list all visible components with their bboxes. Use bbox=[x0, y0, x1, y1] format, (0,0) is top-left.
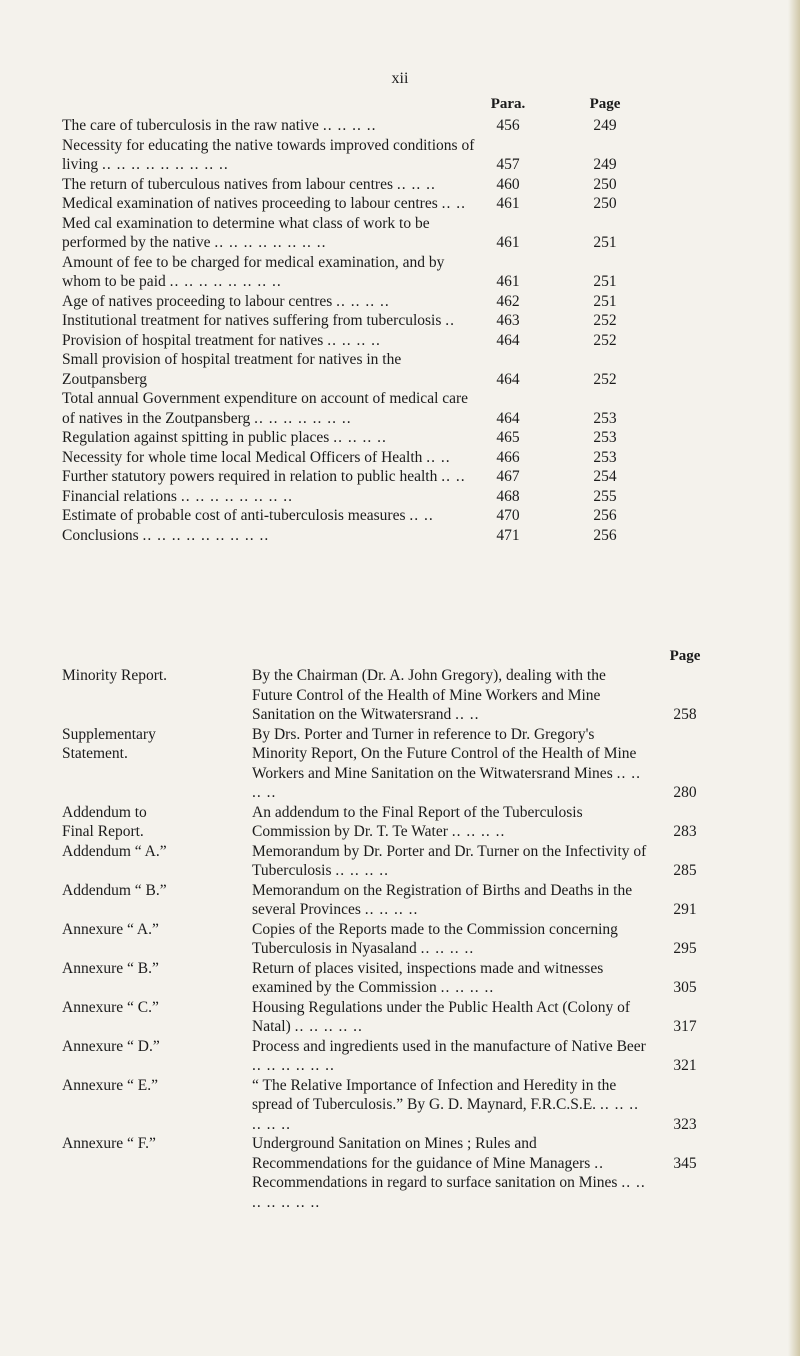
annex-label: Minority Report. bbox=[62, 667, 168, 684]
annex-page-number: 258 bbox=[673, 706, 697, 723]
para-number: 460 bbox=[496, 175, 520, 193]
annex-page-number: 317 bbox=[673, 1018, 697, 1035]
annex-page-number: 295 bbox=[673, 940, 697, 957]
annex-description: Memorandum on the Registration of Births and Deaths in the several Provinces bbox=[252, 881, 633, 918]
annex-page-header bbox=[62, 648, 742, 666]
para-number: 456 bbox=[496, 117, 520, 134]
contents-entry-text: Total annual Government expenditure on account of medical care of natives in the Zoutpansberg bbox=[62, 390, 469, 427]
leader-dots: .. .. .. .. .. .. .. bbox=[252, 1174, 646, 1211]
annex-label: Addendum “ A.” bbox=[62, 842, 167, 860]
contents-entry-text: Med cal examination to determine what class of work to be performed by the native bbox=[62, 214, 430, 251]
contents-entry-text: Financial relations bbox=[62, 487, 177, 505]
para-number: 468 bbox=[496, 487, 520, 505]
para-number: 461 bbox=[496, 273, 520, 290]
contents-row bbox=[62, 292, 742, 312]
annex-label: Annexure “ C.” bbox=[62, 998, 159, 1016]
leader-dots: .. .. .. .. bbox=[327, 331, 381, 349]
annex-page-number: 321 bbox=[673, 1057, 697, 1074]
page-number-cell: 250 bbox=[593, 195, 617, 212]
contents-row bbox=[62, 214, 742, 253]
annex-page-number: 345 bbox=[673, 1154, 697, 1172]
para-number: 470 bbox=[496, 507, 520, 524]
leader-dots: .. .. .. .. bbox=[322, 117, 377, 134]
annex-description: Return of places visited, inspections made and witnesses examined by the Commission bbox=[252, 959, 604, 996]
leader-dots: .. .. .. .. .. .. bbox=[252, 1057, 335, 1074]
para-number: 466 bbox=[496, 448, 520, 466]
contents-row bbox=[62, 448, 742, 468]
annex-entry bbox=[62, 803, 742, 842]
page-number-cell: 252 bbox=[593, 312, 617, 329]
annex-description: By Drs. Porter and Turner in reference to Dr. Gregory's Minority Report, On the Future Control of the Health of Mine Workers and Mine Sanitation on the Witwatersrand Mines bbox=[252, 725, 637, 782]
leader-dots: .. .. bbox=[426, 448, 451, 466]
annex-rows bbox=[62, 666, 742, 1212]
contents-row bbox=[62, 428, 742, 448]
annex-description: An addendum to the Final Report of the Tuberculosis Commission by Dr. T. Te Water bbox=[252, 803, 583, 840]
annex-entry bbox=[62, 666, 742, 725]
para-column-header: Para. bbox=[490, 96, 526, 112]
leader-dots: .. .. bbox=[441, 468, 466, 485]
contents-entry-text: Small provision of hospital treatment for natives in the Zoutpansberg bbox=[62, 351, 402, 388]
page-number-cell: 252 bbox=[593, 370, 617, 388]
para-number: 471 bbox=[496, 526, 520, 544]
annex-entry bbox=[62, 881, 742, 920]
para-number: 463 bbox=[496, 312, 520, 329]
annex-label: Annexure “ F.” bbox=[62, 1135, 156, 1152]
annex-description: Process and ingredients used in the manufacture of Native Beer bbox=[252, 1037, 646, 1055]
leader-dots: .. .. .. .. .. .. bbox=[252, 1096, 639, 1133]
contents-row bbox=[62, 389, 742, 428]
annex-page-column-header: Page bbox=[669, 648, 701, 664]
leader-dots: .. .. .. .. bbox=[335, 862, 390, 879]
annex-entry bbox=[62, 725, 742, 803]
annex-page-number: 291 bbox=[673, 901, 697, 918]
contents-entry-text: Institutional treatment for natives suffering from tuberculosis bbox=[62, 312, 442, 329]
page-number-cell: 249 bbox=[593, 156, 617, 173]
contents-row bbox=[62, 194, 742, 214]
contents-row bbox=[62, 175, 742, 195]
contents-entry-text: Estimate of probable cost of anti-tuberculosis measures bbox=[62, 507, 406, 524]
contents-entry-text: Conclusions bbox=[62, 526, 139, 544]
leader-dots: .. .. bbox=[409, 507, 434, 524]
contents-entry-text: The return of tuberculous natives from labour centres bbox=[62, 175, 393, 193]
para-number: 464 bbox=[496, 331, 520, 349]
leader-dots: .. .. .. .. bbox=[440, 979, 495, 996]
page-number-cell: 249 bbox=[593, 117, 617, 134]
annex-description: “ The Relative Importance of Infection and Heredity in the spread of Tuberculosis.” By G. D. Maynard, F.R.C.S.E. bbox=[252, 1076, 617, 1113]
leader-dots: .. .. .. .. .. .. .. .. bbox=[180, 487, 293, 505]
annex-entry bbox=[62, 1076, 742, 1135]
leader-dots: .. .. .. .. bbox=[252, 764, 641, 801]
para-number: 465 bbox=[496, 429, 520, 446]
para-number: 467 bbox=[496, 468, 520, 485]
annex-entry bbox=[62, 1037, 742, 1076]
page-number-cell: 252 bbox=[593, 331, 617, 349]
page-number-cell: 253 bbox=[593, 448, 617, 466]
leader-dots: .. .. .. .. .. bbox=[294, 1018, 363, 1035]
para-number: 462 bbox=[496, 292, 520, 310]
page-number-cell: 250 bbox=[593, 175, 617, 193]
annex-label: Annexure “ B.” bbox=[62, 959, 159, 977]
contents-row bbox=[62, 331, 742, 351]
annex-page-number: 280 bbox=[673, 784, 697, 801]
contents-row bbox=[62, 526, 742, 546]
page-number-cell: 251 bbox=[593, 273, 617, 290]
contents-entry-text: Medical examination of natives proceeding to labour centres bbox=[62, 195, 438, 212]
page-number-cell: 256 bbox=[593, 526, 617, 544]
page-edge-shadow bbox=[788, 0, 800, 1356]
annex-description: By the Chairman (Dr. A. John Gregory), dealing with the Future Control of the Health of Mine Workers and Mine Sanitation on the Witwatersrand bbox=[252, 667, 606, 723]
leader-dots: .. .. .. .. bbox=[336, 292, 390, 310]
contents-entry-text: Provision of hospital treatment for natives bbox=[62, 331, 324, 349]
para-number: 457 bbox=[496, 156, 520, 173]
contents-row bbox=[62, 136, 742, 175]
annex-label: Addendum “ B.” bbox=[62, 881, 167, 899]
leader-dots: .. .. .. .. bbox=[333, 429, 387, 446]
annex-entry bbox=[62, 959, 742, 998]
page-number-cell: 251 bbox=[593, 292, 617, 310]
page-number-cell: 253 bbox=[593, 429, 617, 446]
contents-entry-text: Further statutory powers required in relation to public health bbox=[62, 468, 438, 485]
annex-page-number: 323 bbox=[673, 1115, 697, 1133]
leader-dots: .. bbox=[594, 1154, 604, 1172]
para-number: 461 bbox=[496, 234, 520, 251]
contents-row bbox=[62, 467, 742, 487]
leader-dots: .. .. .. bbox=[396, 175, 436, 193]
page-number-cell: 255 bbox=[593, 487, 617, 505]
contents-row bbox=[62, 253, 742, 292]
contents-row bbox=[62, 116, 742, 136]
annex-entry bbox=[62, 998, 742, 1037]
contents-entry-text: The care of tuberculosis in the raw native bbox=[62, 117, 319, 134]
leader-dots: .. .. bbox=[441, 195, 466, 212]
page-number-cell: 254 bbox=[593, 468, 617, 485]
annex-label: Annexure “ D.” bbox=[62, 1037, 160, 1055]
annex-description: Recommendations in regard to surface sanitation on Mines bbox=[252, 1174, 618, 1191]
contents-entry-text: Regulation against spitting in public places bbox=[62, 429, 330, 446]
leader-dots: .. .. .. .. bbox=[420, 940, 475, 957]
leader-dots: .. .. .. .. .. .. .. .. bbox=[214, 234, 327, 251]
leader-dots: .. .. .. .. .. .. .. .. .. bbox=[102, 156, 229, 173]
annex-description: Underground Sanitation on Mines ; Rules and Recommendations for the guidance of Mine Managers bbox=[252, 1135, 591, 1172]
annex-page-number: 305 bbox=[673, 979, 697, 996]
contents-entry-text: Amount of fee to be charged for medical examination, and by whom to be paid bbox=[62, 253, 445, 290]
leader-dots: .. bbox=[445, 312, 455, 329]
contents-row bbox=[62, 506, 742, 526]
annex-label: Supplementary Statement. bbox=[62, 725, 156, 762]
contents-table bbox=[62, 96, 742, 545]
annex-label: Addendum to Final Report. bbox=[62, 803, 147, 840]
annex-page-number: 283 bbox=[673, 823, 697, 840]
leader-dots: .. .. .. .. bbox=[364, 901, 419, 918]
contents-entry-text: Necessity for whole time local Medical Officers of Health bbox=[62, 448, 423, 466]
contents-entry-text: Necessity for educating the native towards improved conditions of living bbox=[62, 136, 475, 173]
leader-dots: .. .. .. .. .. .. .. .. bbox=[169, 273, 282, 290]
contents-row bbox=[62, 311, 742, 331]
annex-entry bbox=[62, 1134, 742, 1173]
leader-dots: .. .. .. .. bbox=[451, 823, 506, 840]
leader-dots: .. .. bbox=[455, 706, 480, 723]
contents-entry-text: Age of natives proceeding to labour centres bbox=[62, 292, 333, 310]
annex-page-number: 285 bbox=[673, 862, 697, 879]
annex-entry bbox=[62, 842, 742, 881]
page-number-cell: 253 bbox=[593, 409, 617, 427]
reports-annexures-list bbox=[62, 648, 742, 1212]
page-number: xii bbox=[391, 70, 409, 87]
leader-dots: .. .. .. .. .. .. .. .. .. bbox=[142, 526, 270, 544]
page-column-header: Page bbox=[589, 96, 621, 112]
annex-description: Copies of the Reports made to the Commission concerning Tuberculosis in Nyasaland bbox=[252, 920, 618, 957]
para-number: 461 bbox=[496, 195, 520, 212]
annex-description: Housing Regulations under the Public Health Act (Colony of Natal) bbox=[252, 998, 630, 1035]
annex-entry bbox=[62, 920, 742, 959]
contents-row bbox=[62, 487, 742, 507]
page-number-cell: 251 bbox=[593, 234, 617, 251]
annex-entry bbox=[62, 1173, 742, 1212]
leader-dots: .. .. .. .. .. .. .. bbox=[254, 409, 352, 427]
contents-rows bbox=[62, 116, 742, 545]
annex-description: Memorandum by Dr. Porter and Dr. Turner on the Infectivity of Tuberculosis bbox=[252, 842, 647, 879]
para-number: 464 bbox=[496, 370, 520, 388]
page-number-cell: 256 bbox=[593, 507, 617, 524]
contents-header bbox=[62, 96, 742, 116]
annex-label: Annexure “ E.” bbox=[62, 1076, 158, 1094]
contents-row bbox=[62, 350, 742, 389]
annex-label: Annexure “ A.” bbox=[62, 920, 159, 938]
para-number: 464 bbox=[496, 409, 520, 427]
